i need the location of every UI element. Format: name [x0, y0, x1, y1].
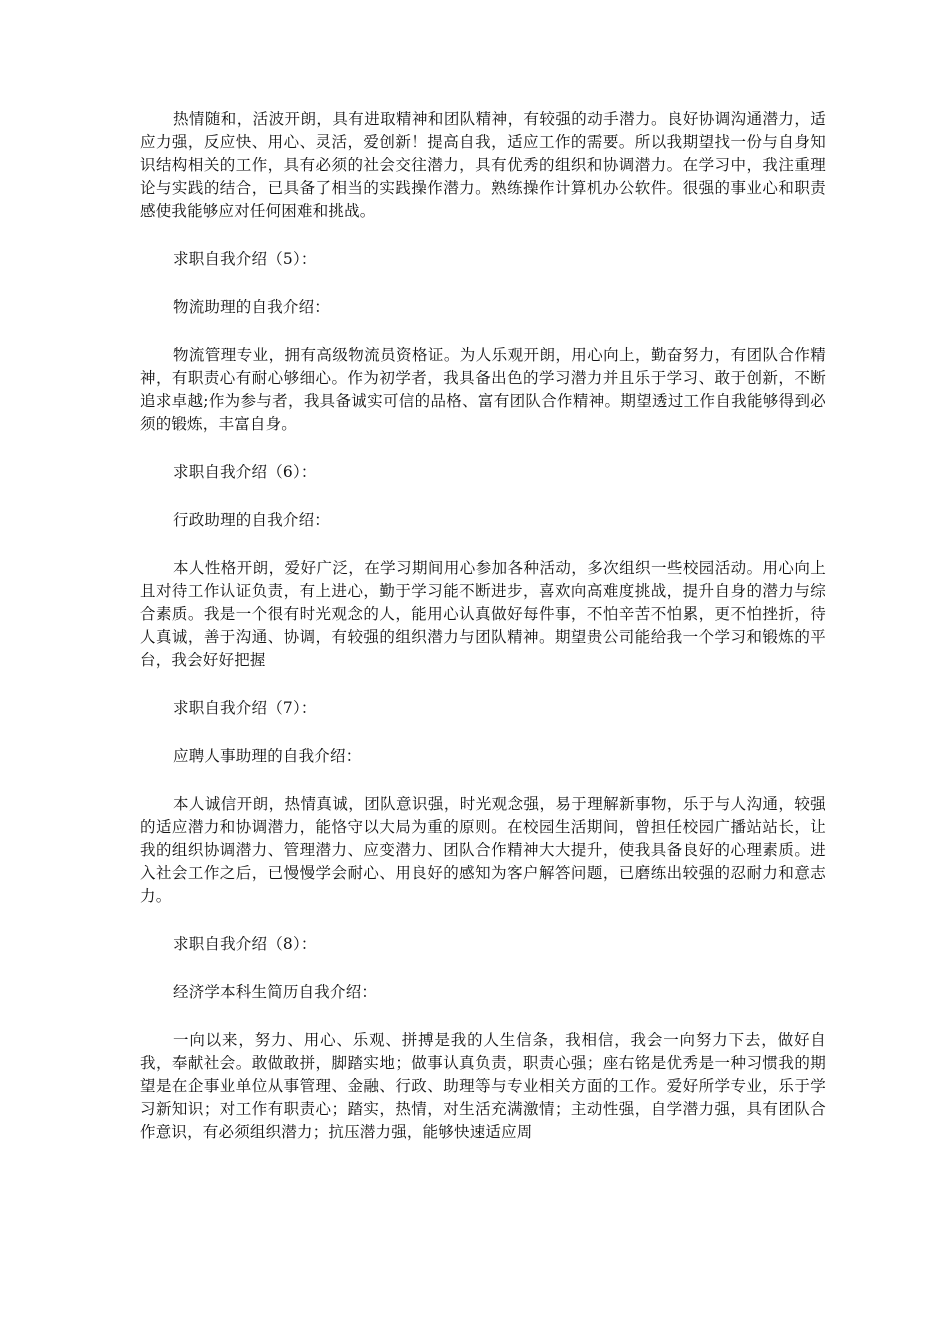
subheading-hr-assistant: 应聘人事助理的自我介绍：: [173, 747, 362, 765]
document-page: [140, 108, 826, 1169]
paragraph-intro: 热情随和，活波开朗，具有进取精神和团队精神，有较强的动手潜力。良好协调沟通潜力，适应力强，反应快、用心、灵活，爱创新！提高自我，适应工作的需要。所以我期望找一份与自身知识结构相关的工作，具有必须的社会交往潜力，具有优秀的组织和协调潜力。在学习中，我注重理论与实践的结合，已具备了相当的实践操作潜力。熟练操作计算机办公软件。很强的事业心和职责感使我能够应对任何困难和挑战。: [140, 110, 826, 220]
section-heading-5: 求职自我介绍（5）：: [173, 250, 317, 268]
paragraph-hr-assistant: 本人诚信开朗，热情真诚，团队意识强，时光观念强，易于理解新事物，乐于与人沟通，较强的适应潜力和协调潜力，能恪守以大局为重的原则。在校园生活期间，曾担任校园广播站站长，让我的组织协调潜力、管理潜力、应变潜力、团队合作精神大大提升，使我具备良好的心理素质。进入社会工作之后，已慢慢学会耐心、用良好的感知为客户解答问题，已磨练出较强的忍耐力和意志力。: [140, 795, 826, 905]
subheading-admin-assistant: 行政助理的自我介绍：: [173, 511, 331, 529]
paragraph-admin-assistant: 本人性格开朗，爱好广泛，在学习期间用心参加各种活动，多次组织一些校园活动。用心向上且对待工作认证负责，有上进心，勤于学习能不断进步，喜欢向高难度挑战，提升自身的潜力与综合素质。我是一个很有时光观念的人，能用心认真做好每件事，不怕辛苦不怕累，更不怕挫折，待人真诚，善于沟通、协调，有较强的组织潜力与团队精神。期望贵公司能给我一个学习和锻炼的平台，我会好好把握: [140, 559, 826, 669]
section-heading-6: 求职自我介绍（6）：: [173, 463, 317, 481]
section-heading-8: 求职自我介绍（8）：: [173, 935, 317, 953]
paragraph-economics-graduate: 一向以来，努力、用心、乐观、拼搏是我的人生信条，我相信，我会一向努力下去，做好自我，奉献社会。敢做敢拼，脚踏实地；做事认真负责，职责心强；座右铭是优秀是一种习惯我的期望是在企事业单位从事管理、金融、行政、助理等与专业相关方面的工作。爱好所学专业，乐于学习新知识；对工作有职责心；踏实，热情，对生活充满激情；主动性强，自学潜力强，具有团队合作意识，有必须组织潜力；抗压潜力强，能够快速适应周: [140, 1031, 826, 1141]
subheading-economics-graduate: 经济学本科生简历自我介绍：: [173, 983, 378, 1001]
paragraph-logistics-assistant: 物流管理专业，拥有高级物流员资格证。为人乐观开朗，用心向上，勤奋努力，有团队合作精神，有职责心有耐心够细心。作为初学者，我具备出色的学习潜力并且乐于学习、敢于创新，不断追求卓越;作为参与者，我具备诚实可信的品格、富有团队合作精神。期望透过工作自我能够得到必须的锻炼，丰富自身。: [140, 346, 826, 433]
subheading-logistics-assistant: 物流助理的自我介绍：: [173, 298, 331, 316]
section-heading-7: 求职自我介绍（7）：: [173, 699, 317, 717]
